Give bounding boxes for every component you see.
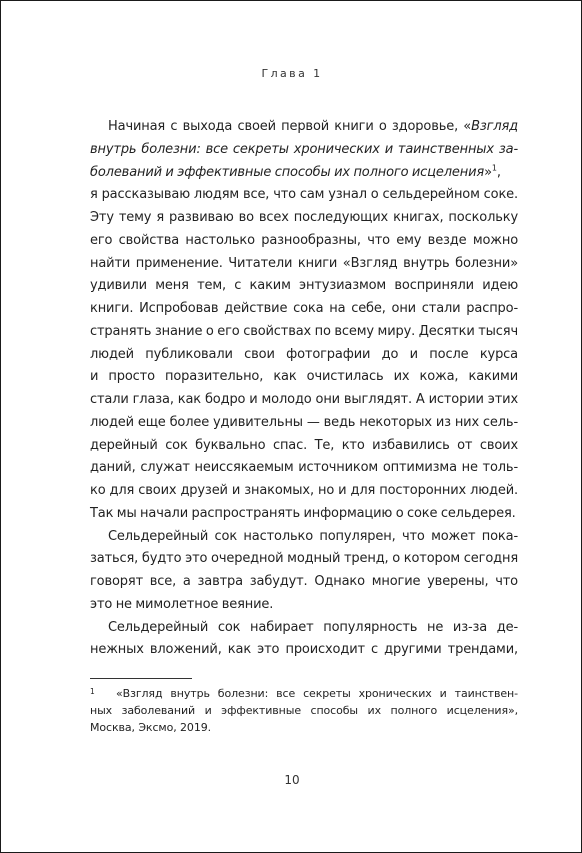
text-run: , [496,164,501,180]
chapter-header: Глава 1 [261,67,323,80]
paragraph-1-line [90,116,518,139]
paragraph-1-line: Так мы начали распространять информацию о соке сельдерея. [90,505,516,521]
paragraph-1-line: внутрь болезни: все секреты хронических и таинственных за- [90,141,518,157]
quote-mark: » [484,164,492,180]
paragraph-1-line: стали глаза, как бодро и молодо они выглядят. А истории этих [90,392,518,407]
paragraph-1-line [90,162,518,185]
footnote-reference[interactable]: 1 [491,163,497,173]
paragraph-1-line: дерейный сок буквально спас. Те, кто избавились от своих [90,437,518,453]
paragraph-1-line: книги. Испробовав действие сока на себе, они стали распро- [90,301,518,316]
paragraph-1-line: его свойства настолько разнообразны, что ему везде можно [90,232,518,248]
paragraph-1-line: странять знание о его свойствах по всему миру. Десятки тысяч [90,323,518,339]
text-run: Начиная с выхода своей первой книги о здоровье, « [108,119,472,134]
paragraph-1-line: людей еще более удивительны — ведь некоторых из них сель- [90,414,518,430]
paragraph-3-line: нежных вложений, как это происходит с другими трендами, [90,642,518,658]
footnote-marker: 1 [90,687,95,696]
book-title-italic: Взгляд [471,119,518,134]
paragraph-1-line: я рассказываю людям все, что сам узнал о сельдерейном соке. [90,187,518,203]
footnote-text: «Взгляд внутрь болезни: все секреты хронических и таинствен- [116,687,518,700]
paragraph-1-line: удивили меня тем, с каким энтузиазмом восприняли идею [90,278,518,294]
paragraph-2-line: это не мимолетное веяние. [90,596,274,612]
paragraph-1-line: даний, служат неиссякаемым источником оптимизма не толь- [90,460,518,476]
paragraph-1-line: и просто поразительно, как очистилась их кожа, какими [90,369,518,385]
paragraph-1-line: ко для своих друзей и знакомых, но и для посторонних людей. [90,483,518,498]
paragraph-1-line: найти применение. Читатели книги «Взгляд внутрь болезни» [90,255,518,271]
footnote-divider [90,678,192,679]
paragraph-2-line: Сельдерейный сок настолько популярен, что может пока- [108,528,518,544]
footnote [90,685,518,736]
body-text [90,116,518,662]
paragraph-2-line: заться, будто это очередной модный тренд, о котором сегодня [90,551,518,567]
book-title-italic: болеваний и эффективные способы их полного исцеления [90,164,485,180]
paragraph-1-line: людей публиковали свои фотографии до и после курса [90,346,518,362]
paragraph-1-line: Эту тему я развиваю во всех последующих книгах, поскольку [90,210,518,225]
paragraph-2-line: говорят все, а завтра забудут. Однако многие уверены, что [90,574,518,589]
paragraph-3-line: Сельдерейный сок набирает популярность не из-за де- [108,619,518,635]
footnote-line: Москва, Эксмо, 2019. [90,721,212,734]
footnote-line [90,685,518,702]
footnote-line: ных заболеваний и эффективные способы их полного исцеления», [90,704,518,717]
page-number: 10 [284,773,300,787]
